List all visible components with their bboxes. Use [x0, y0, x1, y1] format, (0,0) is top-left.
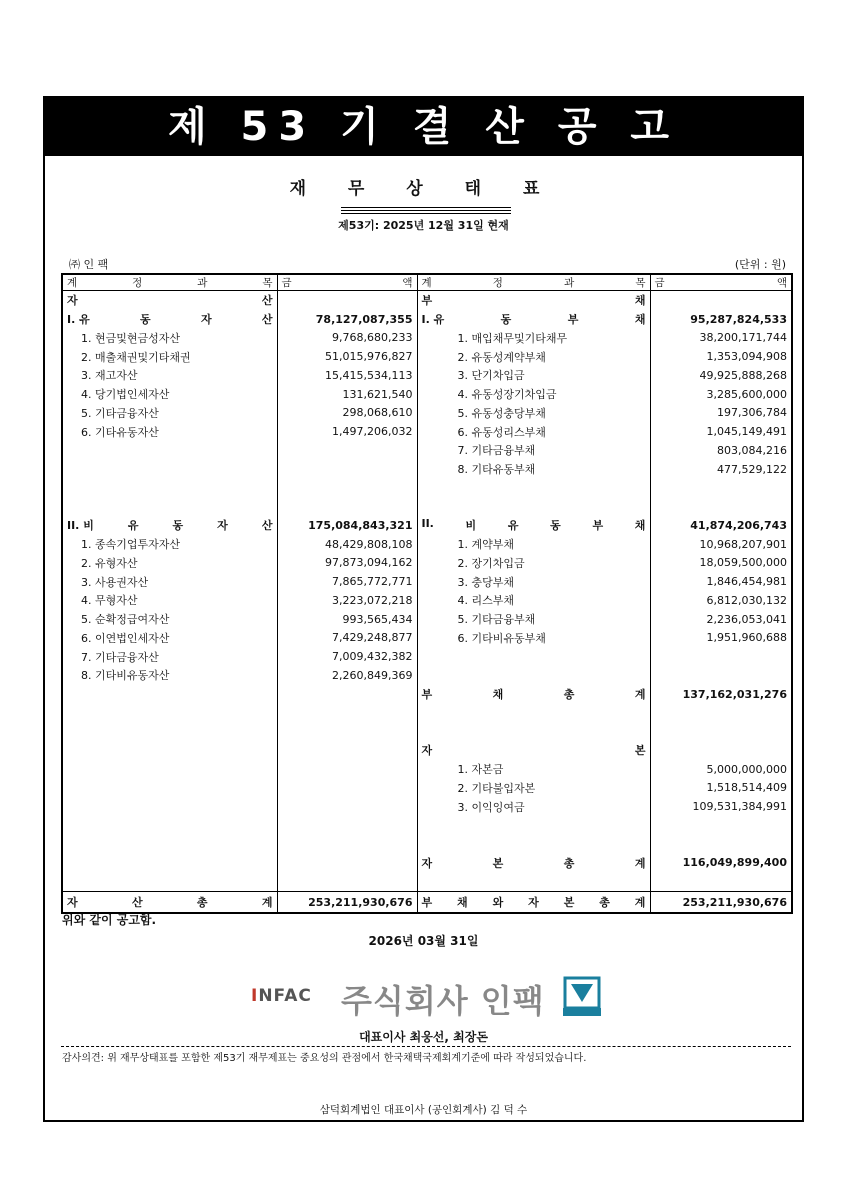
- label-part: 본: [634, 744, 646, 758]
- amount-cell: 1,045,149,491: [706, 425, 787, 439]
- label-part: 산: [261, 519, 273, 533]
- label-part: 금: [654, 277, 665, 289]
- account-label: 5. 기타금융부채: [457, 613, 536, 627]
- table-row: [62, 666, 792, 685]
- corp-name-logo: 주식회사 인팩: [341, 982, 545, 1020]
- table-row: [62, 872, 792, 891]
- account-cell: [417, 347, 650, 366]
- account-cell: [417, 704, 650, 723]
- label-part: 목: [635, 277, 646, 289]
- label-part: 부: [421, 896, 433, 909]
- account-label: 6. 기타비유동부채: [457, 631, 546, 645]
- account-label: 3. 사용권자산: [81, 575, 149, 589]
- amount-cell: 95,287,824,533: [690, 312, 787, 326]
- table-row: [62, 516, 792, 535]
- account-cell: [62, 704, 277, 723]
- label-part: 액: [776, 277, 787, 289]
- amount-cell: 18,059,500,000: [699, 556, 787, 570]
- account-label: 5. 유동성충당부채: [457, 406, 546, 420]
- account-cell: [417, 460, 650, 479]
- amount-cell: 1,846,454,981: [706, 575, 787, 589]
- company-seal-icon: [563, 976, 601, 1016]
- infac-logo: INFAC: [251, 986, 312, 1006]
- account-cell: [417, 516, 650, 535]
- account-cell: [62, 404, 277, 423]
- amount-cell: 109,531,384,991: [692, 800, 787, 814]
- table-row: [62, 404, 792, 423]
- table-row: [62, 347, 792, 366]
- account-label: 2. 장기차입금: [457, 556, 525, 570]
- account-cell: [62, 854, 277, 873]
- amount-cell: [277, 685, 417, 704]
- label-part: 채: [634, 294, 646, 308]
- table-row: [62, 422, 792, 441]
- label-part: 과: [564, 277, 575, 289]
- label-part: 자: [421, 856, 433, 870]
- account-cell: [417, 835, 650, 854]
- amount-cell: 2,260,849,369: [277, 666, 417, 685]
- account-cell: [62, 535, 277, 554]
- account-cell: [417, 554, 650, 573]
- label-part: 본: [492, 856, 504, 870]
- label-part: 동: [500, 313, 512, 327]
- amount-cell: [277, 835, 417, 854]
- account-cell: [417, 497, 650, 516]
- account-cell: [417, 385, 650, 404]
- table-row: [62, 441, 792, 460]
- label-part: 총: [599, 896, 610, 909]
- label-part: 계: [261, 896, 273, 909]
- account-cell: [417, 591, 650, 610]
- account-label: 3. 이익잉여금: [457, 800, 525, 814]
- table-row: [62, 329, 792, 348]
- label-part: II.: [421, 517, 434, 531]
- amount-cell: [277, 872, 417, 891]
- table-row: [62, 647, 792, 666]
- audit-opinion: 감사의견: 위 재무상태표를 포함한 제53기 재무제표는 중요성의 관점에서 한국채택국제회계기준에 따라 작성되었습니다.: [62, 1053, 587, 1064]
- amount-cell: 48,429,808,108: [277, 535, 417, 554]
- account-cell: [417, 535, 650, 554]
- label-part: I. 유: [421, 313, 445, 327]
- account-label: 6. 기타유동자산: [81, 425, 159, 439]
- account-label: 8. 기타유동부채: [457, 463, 536, 477]
- account-cell: [417, 610, 650, 629]
- label-part: 비: [465, 519, 477, 533]
- account-cell: [62, 760, 277, 779]
- as-of-date: 제53기: 2025년 12월 31일 현재: [338, 219, 509, 232]
- label-part: 계: [634, 896, 646, 909]
- amount-cell: [277, 741, 417, 760]
- label-part: 부: [421, 688, 433, 702]
- notice-text: 위와 같이 공고함.: [62, 913, 157, 927]
- account-cell: [417, 872, 650, 891]
- amount-cell: [650, 291, 792, 310]
- account-label: 4. 유동성장기차입금: [457, 388, 557, 402]
- account-cell: [417, 892, 650, 914]
- account-cell: [62, 441, 277, 460]
- amount-cell: 51,015,976,827: [277, 347, 417, 366]
- account-cell: [62, 497, 277, 516]
- table-row: [62, 892, 792, 914]
- amount-cell: 5,000,000,000: [706, 762, 787, 776]
- account-label: 2. 유동성계약부채: [457, 350, 546, 364]
- amount-cell: 131,621,540: [277, 385, 417, 404]
- table-row: [62, 797, 792, 816]
- table-row: [62, 685, 792, 704]
- account-cell: [62, 741, 277, 760]
- amount-cell: 803,084,216: [717, 443, 787, 457]
- amount-cell: [650, 647, 792, 666]
- amount-cell: 1,353,094,908: [706, 350, 787, 364]
- amount-cell: [650, 666, 792, 685]
- table-row: [62, 366, 792, 385]
- table-row: [62, 704, 792, 723]
- banner-title: 제 53 기 결 산 공 고: [45, 98, 802, 156]
- label-part: 부: [421, 294, 433, 308]
- account-label: 5. 순확정급여자산: [81, 613, 170, 627]
- account-label: 8. 기타비유동자산: [81, 669, 170, 683]
- amount-cell: [650, 741, 792, 760]
- amount-cell: 78,127,087,355: [277, 310, 417, 329]
- account-cell: [417, 685, 650, 704]
- amount-cell: 253,211,930,676: [650, 892, 792, 914]
- table-row: [62, 591, 792, 610]
- amount-cell: [650, 835, 792, 854]
- account-label: 1. 자본금: [457, 763, 504, 777]
- label-part: 자: [217, 519, 228, 533]
- unit-label: (단위 : 원): [734, 258, 786, 271]
- label-part: 유: [127, 519, 139, 533]
- amount-cell: [277, 497, 417, 516]
- account-cell: [417, 404, 650, 423]
- label-part: 채: [492, 688, 504, 702]
- amount-cell: [277, 797, 417, 816]
- account-cell: [62, 385, 277, 404]
- amount-cell: [650, 704, 792, 723]
- amount-cell: 3,285,600,000: [706, 387, 787, 401]
- amount-cell: 97,873,094,162: [277, 554, 417, 573]
- label-part: 계: [634, 688, 646, 702]
- account-cell: [62, 310, 277, 329]
- announcement-frame: [43, 96, 804, 1122]
- account-cell: [417, 760, 650, 779]
- account-cell: [62, 516, 277, 535]
- account-cell: [62, 629, 277, 648]
- amount-cell: 137,162,031,276: [682, 687, 787, 701]
- amount-cell: 10,968,207,901: [699, 537, 787, 551]
- label-part: 자: [421, 744, 433, 758]
- title-rule-mid: [341, 210, 511, 211]
- amount-cell: 1,518,514,409: [706, 781, 787, 795]
- amount-cell: 2,236,053,041: [706, 612, 787, 626]
- label-part: 계: [67, 277, 78, 289]
- label-part: 자: [200, 313, 212, 327]
- account-cell: [417, 722, 650, 741]
- amount-cell: [277, 704, 417, 723]
- table-row: [62, 291, 792, 310]
- table-row: [62, 741, 792, 760]
- label-part: 계: [421, 277, 432, 289]
- balance-sheet-table: [61, 273, 793, 914]
- account-cell: [417, 854, 650, 873]
- notice-date: 2026년 03월 31일: [368, 934, 479, 948]
- account-cell: [62, 554, 277, 573]
- amount-cell: [277, 722, 417, 741]
- label-part: 정: [492, 277, 503, 289]
- amount-cell: 7,429,248,877: [277, 629, 417, 648]
- label-part: 액: [402, 277, 413, 289]
- account-label: 7. 기타금융부채: [457, 444, 536, 458]
- account-cell: [417, 572, 650, 591]
- amount-cell: [277, 441, 417, 460]
- label-part: 유: [507, 519, 519, 533]
- account-cell: [62, 872, 277, 891]
- amount-cell: 298,068,610: [277, 404, 417, 423]
- table-row: [62, 460, 792, 479]
- account-cell: [62, 892, 277, 914]
- account-cell: [62, 835, 277, 854]
- label-part: 자: [67, 896, 78, 909]
- table-row: [62, 760, 792, 779]
- label-part: 부: [592, 519, 604, 533]
- account-cell: [417, 647, 650, 666]
- amount-cell: [650, 816, 792, 835]
- amount-cell: 49,925,888,268: [699, 368, 787, 382]
- amount-cell: 1,497,206,032: [277, 422, 417, 441]
- table-row: [62, 629, 792, 648]
- infac-logo-text: NFAC: [258, 986, 312, 1006]
- account-cell: [62, 666, 277, 685]
- account-label: 3. 단기차입금: [457, 369, 525, 383]
- table-row: [62, 854, 792, 873]
- label-part: 총: [563, 856, 575, 870]
- amount-cell: [277, 854, 417, 873]
- amount-cell: 9,768,680,233: [277, 329, 417, 348]
- amount-cell: 3,223,072,218: [277, 591, 417, 610]
- account-cell: [417, 422, 650, 441]
- label-part: 채: [634, 313, 646, 327]
- account-cell: [62, 685, 277, 704]
- account-cell: [62, 479, 277, 498]
- account-label: 3. 재고자산: [81, 369, 138, 383]
- label-part: 총: [196, 896, 208, 909]
- account-cell: [62, 816, 277, 835]
- amount-cell: 6,812,030,132: [706, 593, 787, 607]
- account-cell: [417, 741, 650, 760]
- title-rule-top: [341, 207, 511, 208]
- table-row: [62, 497, 792, 516]
- account-cell: [417, 329, 650, 348]
- label-part: 부: [567, 313, 579, 327]
- label-part: 과: [197, 277, 208, 289]
- account-label: 4. 리스부채: [457, 594, 514, 608]
- label-part: 총: [563, 688, 575, 702]
- amount-cell: [277, 816, 417, 835]
- table-row: [62, 816, 792, 835]
- statement-title: 재 무 상 태 표: [289, 179, 558, 199]
- dashed-divider: [61, 1046, 791, 1047]
- account-label: 2. 유형자산: [81, 556, 138, 570]
- amount-cell: 41,874,206,743: [690, 518, 787, 532]
- account-cell: [62, 422, 277, 441]
- amount-cell: [650, 479, 792, 498]
- table-row: [62, 385, 792, 404]
- account-label: 6. 이연법인세자산: [81, 631, 170, 645]
- account-cell: [417, 666, 650, 685]
- label-part: 동: [140, 313, 151, 327]
- label-part: 동: [172, 519, 184, 533]
- account-cell: [417, 441, 650, 460]
- amount-cell: [650, 722, 792, 741]
- account-cell: [62, 591, 277, 610]
- company-logo-row: [45, 976, 802, 1020]
- table-row: [62, 572, 792, 591]
- label-part: 산: [261, 313, 273, 327]
- account-cell: [417, 629, 650, 648]
- account-label: 1. 현금및현금성자산: [81, 331, 180, 345]
- amount-cell: 253,211,930,676: [277, 892, 417, 914]
- account-cell: [417, 797, 650, 816]
- label-part: 동: [550, 519, 561, 533]
- account-cell: [62, 779, 277, 798]
- account-cell: [62, 460, 277, 479]
- account-cell: [62, 347, 277, 366]
- account-label: 1. 종속기업투자자산: [81, 538, 180, 552]
- label-part: 본: [563, 896, 575, 909]
- label-part: 정: [132, 277, 143, 289]
- table-header: [62, 274, 792, 291]
- table-row: [62, 835, 792, 854]
- account-cell: [417, 291, 650, 310]
- table-row: [62, 722, 792, 741]
- table-row: [62, 779, 792, 798]
- account-cell: [417, 366, 650, 385]
- amount-cell: 993,565,434: [277, 610, 417, 629]
- account-cell: [62, 291, 277, 310]
- account-cell: [62, 329, 277, 348]
- account-cell: [62, 797, 277, 816]
- auditor-signature: 삼덕회계법인 대표이사 (공인회계사) 김 덕 수: [319, 1104, 528, 1116]
- amount-cell: [650, 872, 792, 891]
- amount-cell: [277, 760, 417, 779]
- account-label: 2. 기타불입자본: [457, 781, 536, 795]
- account-cell: [417, 479, 650, 498]
- label-part: 자: [528, 896, 539, 909]
- amount-cell: 175,084,843,321: [277, 516, 417, 535]
- account-cell: [417, 779, 650, 798]
- label-part: 산: [131, 896, 143, 909]
- amount-cell: [277, 479, 417, 498]
- account-cell: [417, 310, 650, 329]
- table-row: [62, 479, 792, 498]
- company-name: ㈜ 인 팩: [69, 258, 109, 271]
- amount-cell: 197,306,784: [717, 406, 787, 420]
- account-label: 4. 무형자산: [81, 594, 138, 608]
- account-label: 7. 기타금융자산: [81, 650, 159, 664]
- label-part: 금: [281, 277, 292, 289]
- label-part: 계: [634, 856, 646, 870]
- amount-cell: [650, 497, 792, 516]
- account-label: 3. 충당부채: [457, 575, 514, 589]
- amount-cell: 7,865,772,771: [277, 572, 417, 591]
- label-part: 와: [492, 896, 504, 909]
- amount-cell: 38,200,171,744: [699, 331, 787, 345]
- account-label: 5. 기타금융자산: [81, 406, 159, 420]
- table-row: [62, 610, 792, 629]
- amount-cell: 15,415,534,113: [277, 366, 417, 385]
- table-row: [62, 554, 792, 573]
- title-rule-bottom: [341, 213, 511, 214]
- table-row: [62, 310, 792, 329]
- table-row: [62, 535, 792, 554]
- account-cell: [417, 816, 650, 835]
- account-cell: [62, 610, 277, 629]
- account-label: 1. 계약부채: [457, 538, 514, 552]
- label-part: 채: [457, 896, 468, 909]
- ceo-names: 대표이사 최웅선, 최장돈: [359, 1030, 488, 1044]
- account-cell: [62, 647, 277, 666]
- account-label: 1. 매입채무및기타채무: [457, 331, 568, 345]
- account-label: 2. 매출채권및기타채권: [81, 350, 191, 364]
- amount-cell: 1,951,960,688: [706, 631, 787, 645]
- account-cell: [62, 366, 277, 385]
- label-part: 채: [634, 519, 646, 533]
- account-cell: [62, 722, 277, 741]
- account-label: 6. 유동성리스부채: [457, 425, 546, 439]
- amount-cell: 7,009,432,382: [277, 647, 417, 666]
- label-part: 자: [67, 294, 78, 308]
- account-label: 4. 당기법인세자산: [81, 388, 170, 402]
- amount-cell: [277, 291, 417, 310]
- label-part: 목: [262, 277, 273, 289]
- label-part: II. 비: [67, 519, 94, 533]
- amount-cell: 116,049,899,400: [682, 856, 787, 870]
- label-part: 산: [261, 294, 273, 308]
- account-cell: [62, 572, 277, 591]
- label-part: I. 유: [67, 313, 90, 327]
- amount-cell: 477,529,122: [717, 462, 787, 476]
- amount-cell: [277, 779, 417, 798]
- amount-cell: [277, 460, 417, 479]
